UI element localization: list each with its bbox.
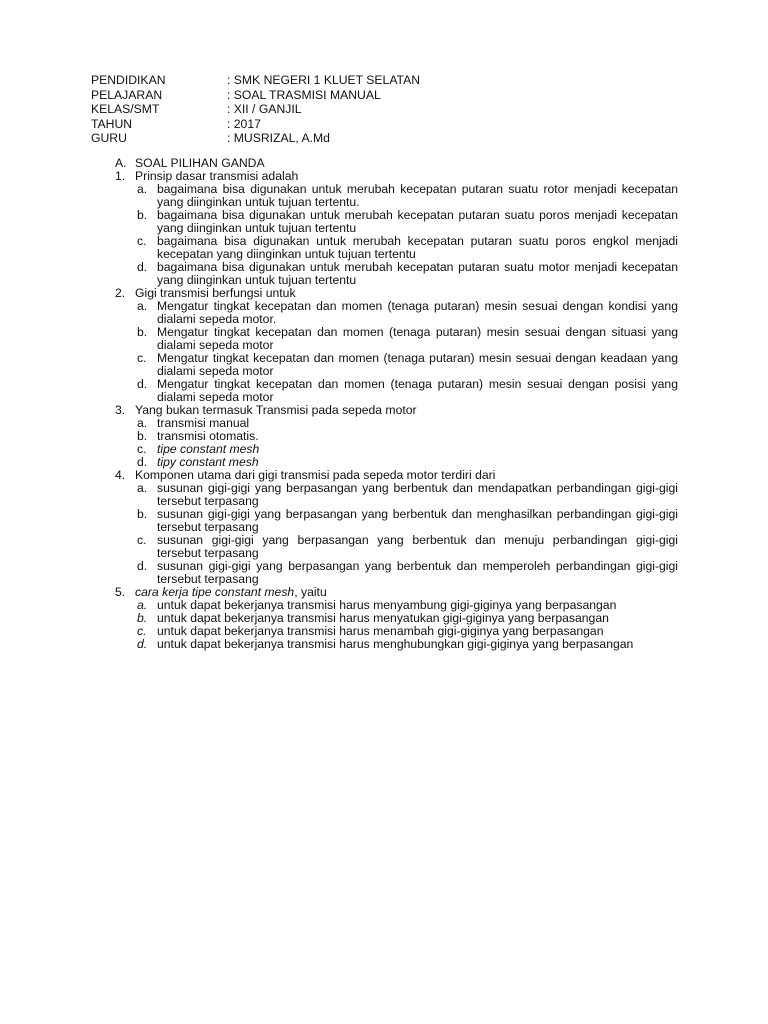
option-text: transmisi otomatis. [157,429,259,443]
question-text: Yang bukan termasuk Transmisi pada sepeda motor [135,403,417,417]
header-value: : 2017 [227,116,261,131]
header-value: : SOAL TRASMISI MANUAL [227,87,381,102]
option-letter: d. [137,260,148,274]
option-text: untuk dapat bekerjanya transmisi harus menyambung gigi-giginya yang berpasangan [157,598,617,612]
header-label: GURU [91,131,127,145]
option-d [137,638,678,651]
option-text: tipy constant mesh [157,455,259,469]
question-number: 5. [115,585,126,599]
question-4 [115,469,678,586]
option-letter: a. [137,299,148,313]
option-letter: d. [137,377,148,391]
option-letter: b. [137,611,148,625]
question-text: Komponen utama dari gigi transmisi pada sepeda motor terdiri dari [135,468,496,482]
option-letter: b. [137,208,148,222]
question-list [115,157,678,651]
option-text: susunan gigi-gigi yang berpasangan yang berbentuk dan mendapatkan perbandingan gigi-gigi tersebut terpasang [157,481,678,508]
section-number: A. [115,156,127,170]
option-letter: a. [137,182,148,196]
option-text: untuk dapat bekerjanya transmisi harus menghubungkan gigi-giginya yang berpasangan [157,637,634,651]
option-list [137,417,678,469]
option-c [137,534,678,560]
option-text: Mengatur tingkat kecepatan dan momen (tenaga putaran) mesin sesuai dengan keadaan yang dialami sepeda motor [157,351,678,378]
header-value: : XII / GANJIL [227,102,302,116]
option-c [137,352,678,378]
option-letter: a. [137,598,148,612]
option-b [137,209,678,235]
option-text: tipe constant mesh [157,442,260,456]
option-text: Mengatur tingkat kecepatan dan momen (tenaga putaran) mesin sesuai dengan situasi yang dialami sepeda motor [157,325,678,352]
question-2 [115,287,678,404]
option-d [137,261,678,287]
option-list [137,300,678,404]
option-b [137,326,678,352]
option-text: transmisi manual [157,416,250,430]
option-letter: a. [137,481,148,495]
option-c [137,235,678,261]
option-d [137,378,678,404]
option-list [137,482,678,586]
question-3 [115,404,678,469]
option-text: bagaimana bisa digunakan untuk merubah kecepatan putaran suatu poros engkol menjadi kecepatan yang diinginkan untuk tujuan tertentu [157,234,678,261]
option-a [137,183,678,209]
option-letter: b. [137,507,148,521]
header-value: : MUSRIZAL, A.Md [227,131,330,145]
option-d [137,560,678,586]
option-text: bagaimana bisa digunakan untuk merubah kecepatan putaran suatu motor menjadi kecepatan yang diinginkan untuk tujuan tertentu [157,260,678,287]
option-list [137,599,678,651]
question-text-rest: , yaitu [294,585,327,599]
option-letter: d. [137,637,148,651]
question-number: 3. [115,403,126,417]
option-text: susunan gigi-gigi yang berpasangan yang berbentuk dan menuju perbandingan gigi-gigi tersebut terpasang [157,533,678,560]
option-list [137,183,678,287]
option-letter: c. [137,533,147,547]
option-text: Mengatur tingkat kecepatan dan momen (tenaga putaran) mesin sesuai dengan kondisi yang dialami sepeda motor. [157,299,678,326]
question-text: Prinsip dasar transmisi adalah [135,169,299,183]
option-letter: b. [137,429,148,443]
option-letter: d. [137,455,148,469]
section-title: SOAL PILIHAN GANDA [135,156,265,170]
option-text: bagaimana bisa digunakan untuk merubah kecepatan putaran suatu rotor menjadi kecepatan yang diinginkan untuk tujuan tertentu. [157,182,678,209]
option-letter: c. [137,234,147,248]
header-label: PELAJARAN [91,87,163,102]
option-text: bagaimana bisa digunakan untuk merubah kecepatan putaran suatu poros menjadi kecepatan yang diinginkan untuk tujuan tertentu [157,208,678,235]
option-a [137,482,678,508]
option-letter: b. [137,325,148,339]
option-letter: d. [137,559,148,573]
option-a [137,300,678,326]
option-text: untuk dapat bekerjanya transmisi harus menyatukan gigi-giginya yang berpasangan [157,611,609,625]
option-letter: a. [137,416,148,430]
question-text: Gigi transmisi berfungsi untuk [135,286,296,300]
option-text: susunan gigi-gigi yang berpasangan yang berbentuk dan menghasilkan perbandingan gigi-gigi tersebut terpasang [157,507,678,534]
option-text: susunan gigi-gigi yang berpasangan yang berbentuk dan memperoleh perbandingan gigi-gigi tersebut terpasang [157,559,678,586]
header-label: PENDIDIKAN [91,73,166,87]
question-1 [115,170,678,287]
header-label: KELAS/SMT [91,102,160,116]
question-number: 2. [115,286,126,300]
option-text: Mengatur tingkat kecepatan dan momen (tenaga putaran) mesin sesuai dengan posisi yang dialami sepeda motor [157,377,678,404]
option-letter: c. [137,442,147,456]
question-5 [115,586,678,651]
option-b [137,508,678,534]
option-text: untuk dapat bekerjanya transmisi harus menambah gigi-giginya yang berpasangan [157,624,604,638]
header-value: : SMK NEGERI 1 KLUET SELATAN [227,73,421,87]
option-letter: c. [137,624,147,638]
option-letter: c. [137,351,147,365]
question-number: 1. [115,169,126,183]
question-number: 4. [115,468,126,482]
header-label: TAHUN [91,116,133,131]
question-text-italic: cara kerja tipe constant mesh [135,585,295,599]
